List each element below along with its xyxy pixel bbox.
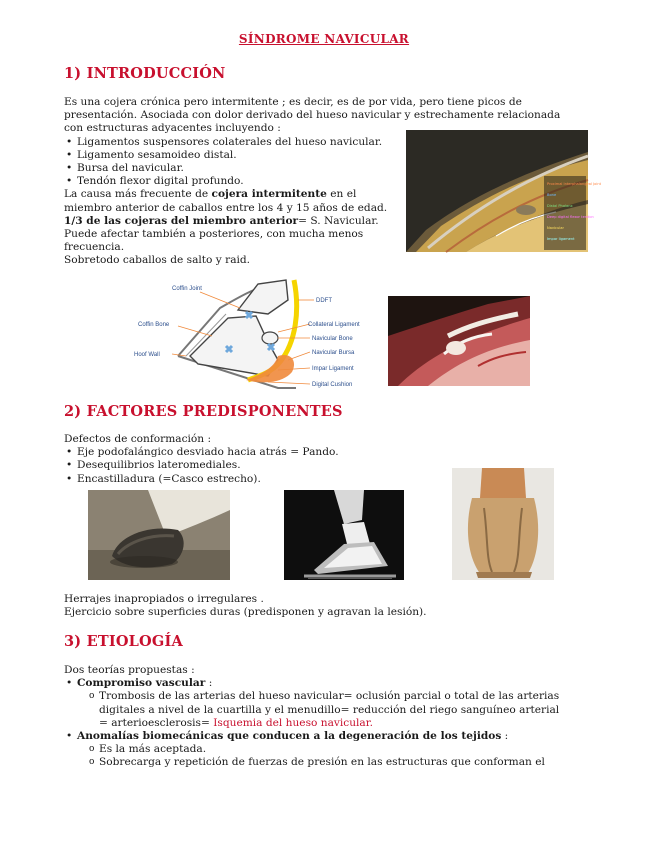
text-line: Ejercicio sobre superficies duras (predisponen y agravan la lesión). <box>64 606 427 619</box>
section-heading-introduccion: 1) INTRODUCCIÓN <box>64 65 226 82</box>
cause-bold: cojera intermitente <box>211 188 327 201</box>
diagram-label: Navicular Bone <box>312 336 353 342</box>
text-line: Es una cojera crónica pero intermitente ; es decir, es de por vida, pero tiene picos de <box>64 96 522 108</box>
text-line: digitales a nivel de la cuartilla y el menudillo= reducción del riego sanguíneo arterial <box>99 703 560 716</box>
sub-list-item: o Es la más aceptada. <box>86 743 559 756</box>
vascular-sublist <box>86 690 559 730</box>
sub-list-item <box>86 690 559 730</box>
diagram-label: Collateral Ligament <box>308 322 360 328</box>
text-line: Defectos de conformación : <box>64 433 212 445</box>
text-line: o Trombosis de las arterias del hueso navicular= oclusión parcial o total de las arterias <box>99 690 560 703</box>
diagram-label: Impar Ligament <box>312 366 354 372</box>
diagram-label: Coffin Bone <box>138 322 170 328</box>
text-line: con estructuras adyacentes incluyendo : <box>64 122 281 135</box>
text-line: Sobretodo caballos de salto y raid. <box>64 254 251 267</box>
teorias-list-2 <box>64 730 559 743</box>
photo-label: Impar ligament <box>547 237 575 241</box>
factores-paragraph <box>64 433 339 486</box>
list-item: • Tendón flexor digital profundo. <box>64 175 560 188</box>
text-line <box>99 717 559 730</box>
hoof-sagittal-section-photo <box>406 130 602 252</box>
list-item: • Eje podofalángico desviado hacia atrás = Pando. <box>64 446 339 459</box>
third-bold: 1/3 de las cojeras del miembro anterior <box>64 214 299 227</box>
text-line: miembro anterior de caballos entre los 4 y 15 años de edad. <box>64 201 388 214</box>
list-item: • Ligamentos suspensores colaterales del hueso navicular. <box>64 136 560 149</box>
diagram-label: Navicular Bursa <box>312 350 355 356</box>
list-item: • Ligamento sesamoideo distal. <box>64 149 560 162</box>
hoof-dissection-photo <box>388 296 530 386</box>
teorias-list <box>64 677 559 690</box>
sloped-hoof-photo <box>88 490 230 580</box>
text-line: presentación. Asociada con dolor derivado del hueso navicular y estrechamente relacionada <box>64 109 561 122</box>
list-item: • Encastilladura (=Casco estrecho). <box>64 473 339 486</box>
colon: : <box>501 730 509 743</box>
text-line: Puede afectar también a posteriores, con mucha menos <box>64 228 364 241</box>
list-item <box>64 677 559 690</box>
photo-label: Proximal Interphalangeal Joint <box>547 182 602 186</box>
colon: : <box>205 677 213 690</box>
highlight-text: Isquemia del hueso navicular. <box>213 716 373 729</box>
diagram-label: DDFT <box>316 298 332 304</box>
biomecanica-sublist <box>86 743 559 769</box>
etiologia-paragraph <box>64 664 559 770</box>
photo-label: Navicular <box>547 226 564 230</box>
hoof-xray-photo <box>284 490 404 580</box>
cause-post: en el <box>326 188 357 201</box>
photo-label: Distal Phalanx <box>547 204 573 208</box>
list-item: • Desequilibrios lateromediales. <box>64 459 339 472</box>
text-fragment: = arterioesclerosis= <box>99 716 214 729</box>
sub-list-item: o Sobrecarga y repetición de fuerzas de presión en las estructuras que conforman el <box>86 756 559 769</box>
diagram-label: Coffin Joint <box>172 286 202 292</box>
section-heading-etiologia: 3) ETIOLOGÍA <box>64 633 183 650</box>
text-line: frecuencia. <box>64 241 125 254</box>
photo-label: Bone <box>547 193 557 197</box>
text-line: Herrajes inapropiados o irregulares . <box>64 593 264 605</box>
cause-pre: La causa más frecuente de <box>64 188 212 201</box>
factores-list <box>64 446 339 486</box>
theory-title: Anomalías biomecánicas que conducen a la degeneración de los tejidos <box>77 730 502 743</box>
list-item: • Bursa del navicular. <box>64 162 560 175</box>
factores-after <box>64 593 427 619</box>
photo-label: Deep digital flexor tendon <box>547 215 594 219</box>
section-heading-factores: 2) FACTORES PREDISPONENTES <box>64 403 343 420</box>
third-post: = S. Navicular. <box>298 214 379 227</box>
contracted-hoof-photo <box>452 468 554 580</box>
navicular-anatomy-diagram <box>128 280 368 396</box>
document-title: SÍNDROME NAVICULAR <box>238 32 410 46</box>
diagram-label: Hoof Wall <box>134 352 160 358</box>
theory-title: Compromiso vascular <box>77 677 206 690</box>
text-line: Dos teorías propuestas : <box>64 664 195 676</box>
diagram-label: Digital Cushion <box>312 382 353 388</box>
list-item <box>64 730 559 743</box>
